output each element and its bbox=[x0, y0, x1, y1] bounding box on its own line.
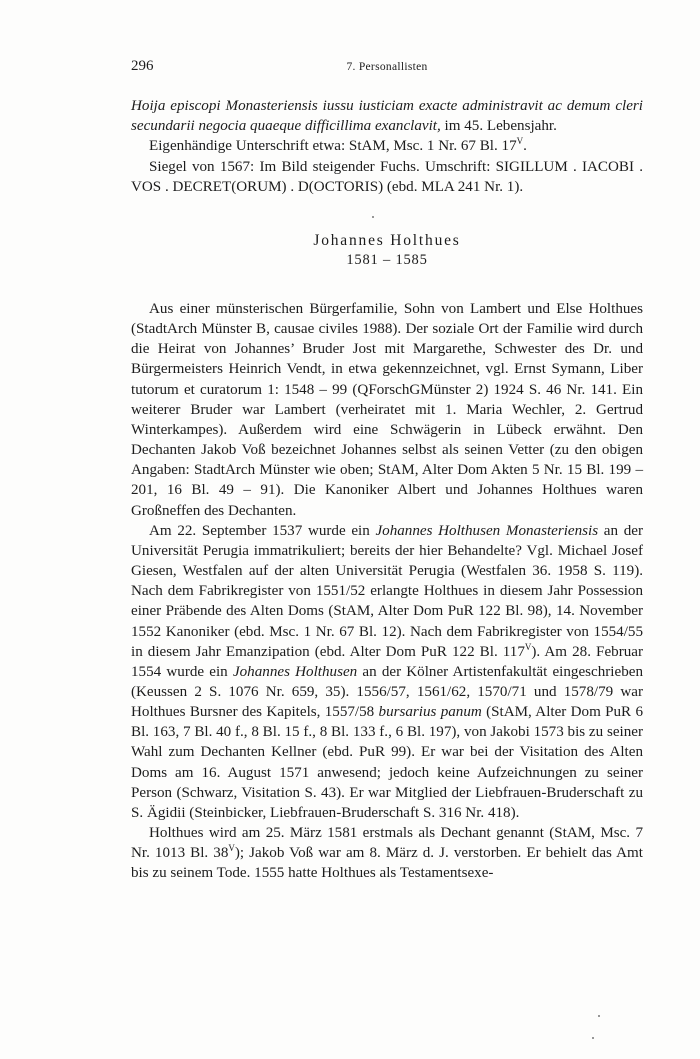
career-text-3: ). Am 28. Februar 1554 wurde ein bbox=[131, 643, 643, 680]
paragraph-deanship bbox=[131, 823, 643, 883]
paragraph-career bbox=[131, 521, 643, 823]
scan-speck bbox=[592, 1037, 594, 1039]
deanship-text-1: Holthues wird am 25. März 1581 erstmals als Dechant genannt (StAM, Msc. 7 Nr. 1013 Bl. 38 bbox=[131, 825, 643, 862]
latin-quote-paragraph bbox=[131, 96, 643, 136]
career-italic-2: Johannes Holthusen bbox=[232, 663, 358, 680]
entry-years: 1581 – 1585 bbox=[346, 252, 428, 268]
career-italic-1: Johannes Holthusen Monasteriensis bbox=[375, 522, 599, 539]
latin-quote: Hoija episcopi Monasteriensis iussu iusticiam exacte administravit ac demum cleri secundarii negocia quaeque difficillima exanclavit, bbox=[131, 98, 643, 135]
career-superscript: V bbox=[524, 641, 532, 652]
signature-end: . bbox=[523, 138, 527, 155]
page-number: 296 bbox=[131, 58, 154, 74]
career-text-5: (StAM, Alter Dom PuR 6 Bl. 163, 7 Bl. 40 f., 8 Bl. 15 f., 8 Bl. 133 f., 6 Bl. 197), von Jakobi 1573 bis zu seiner Wahl zum Dechanten Kellner (ebd. PuR 99). Er war bei der Visitation des Alten Doms am 16. August 1571 anwesend; jedoch keine Aufzeichnungen zu seiner Person (Schwarz, Visitation S. 43). Er war Mitglied der Liebfrauen-Bruderschaft zu S. Ägidii (Steinbicker, Liebfrauen-Bruderschaft S. 316 Nr. 418). bbox=[131, 704, 643, 821]
career-text-2: an der Universität Perugia immatrikuliert; bereits der hier Behandelte? Vgl. Michael Josef Giesen, Westfalen auf der alten Universität Perugia (Westfalen 36. 1958 S. 119). Nach dem Fabrikregister von 1551/52 erlangte Holthues in diesem Jahr Possession einer Präbende des Alten Doms (StAM, Alter Dom PuR 122 Bl. 98), 14. November 1552 Kanoniker (ebd. Msc. 1 Nr. 67 Bl. 12). Nach dem Fabrikregister von 1554/55 in diesem Jahr Emanzipation (ebd. Alter Dom PuR 122 Bl. 117 bbox=[131, 522, 643, 660]
scan-speck bbox=[372, 216, 374, 218]
career-italic-3: bursarius panum bbox=[378, 704, 482, 721]
running-head: 7. Personallisten bbox=[346, 61, 428, 73]
signature-superscript: V bbox=[516, 136, 524, 147]
paragraph-family: Aus einer münsterischen Bürgerfamilie, Sohn von Lambert und Else Holthues (StadtArch Münster B, causae civiles 1988). Der soziale Ort der Familie wird durch die Heirat von Johannes’ Bruder Jost mit Margarethe, Schwester des Dr. und Bürgermeisters Heinrich Vendt, in etwa gekennzeichnet, vgl. Ernst Symann, Liber tutorum et curatorum 1: 1548 – 99 (QForschGMünster 2) 1924 S. 46 Nr. 141. Ein weiterer Bruder war Lambert (verheiratet mit 1. Maria Wechler, 2. Gertrud Winterkampes). Außerdem wird eine Schwägerin in Lübeck erwähnt. Den Dechanten Jakob Voß bezeichnet Johannes selbst als seinen Vetter (zu den obigen Angaben: StadtArch Münster wie oben; StAM, Alter Dom Akten 5 Nr. 15 Bl. 199 – 201, 16 Bl. 49 – 91). Die Kanoniker Albert und Johannes Holthues waren Großneffen des Dechanten. bbox=[131, 301, 643, 519]
deanship-superscript: V bbox=[228, 843, 235, 854]
deanship-text-2: ); Jakob Voß war am 8. März d. J. verstorben. Er behielt das Amt bis zu seinem Tode. 1555 hatte Holthues als Testamentsexe- bbox=[131, 845, 643, 882]
seal-note: Siegel von 1567: Im Bild steigender Fuchs. Umschrift: SIGILLUM . IACOBI . VOS . DECRET(ORUM) . D(OCTORIS) (ebd. MLA 241 Nr. 1). bbox=[131, 158, 643, 195]
entry-name: Johannes Holthues bbox=[313, 232, 461, 249]
entry-body bbox=[131, 299, 643, 884]
previous-entry-conclusion bbox=[131, 96, 643, 197]
scan-speck bbox=[598, 1015, 600, 1017]
signature-text: Eigenhändige Unterschrift etwa: StAM, Msc. 1 Nr. 67 Bl. 17 bbox=[149, 138, 517, 155]
latin-quote-tail: im 45. Lebensjahr. bbox=[440, 118, 557, 135]
career-text-4: an der Kölner Artistenfakultät eingeschrieben (Keussen 2 S. 1076 Nr. 659, 35). 1556/57, 1561/62, 1570/71 und 1578/79 war Holthues Bursner des Kapitels, 1557/58 bbox=[131, 663, 643, 721]
signature-note bbox=[131, 136, 643, 156]
page-header bbox=[131, 58, 643, 80]
career-text-1: Am 22. September 1537 wurde ein bbox=[149, 522, 376, 539]
